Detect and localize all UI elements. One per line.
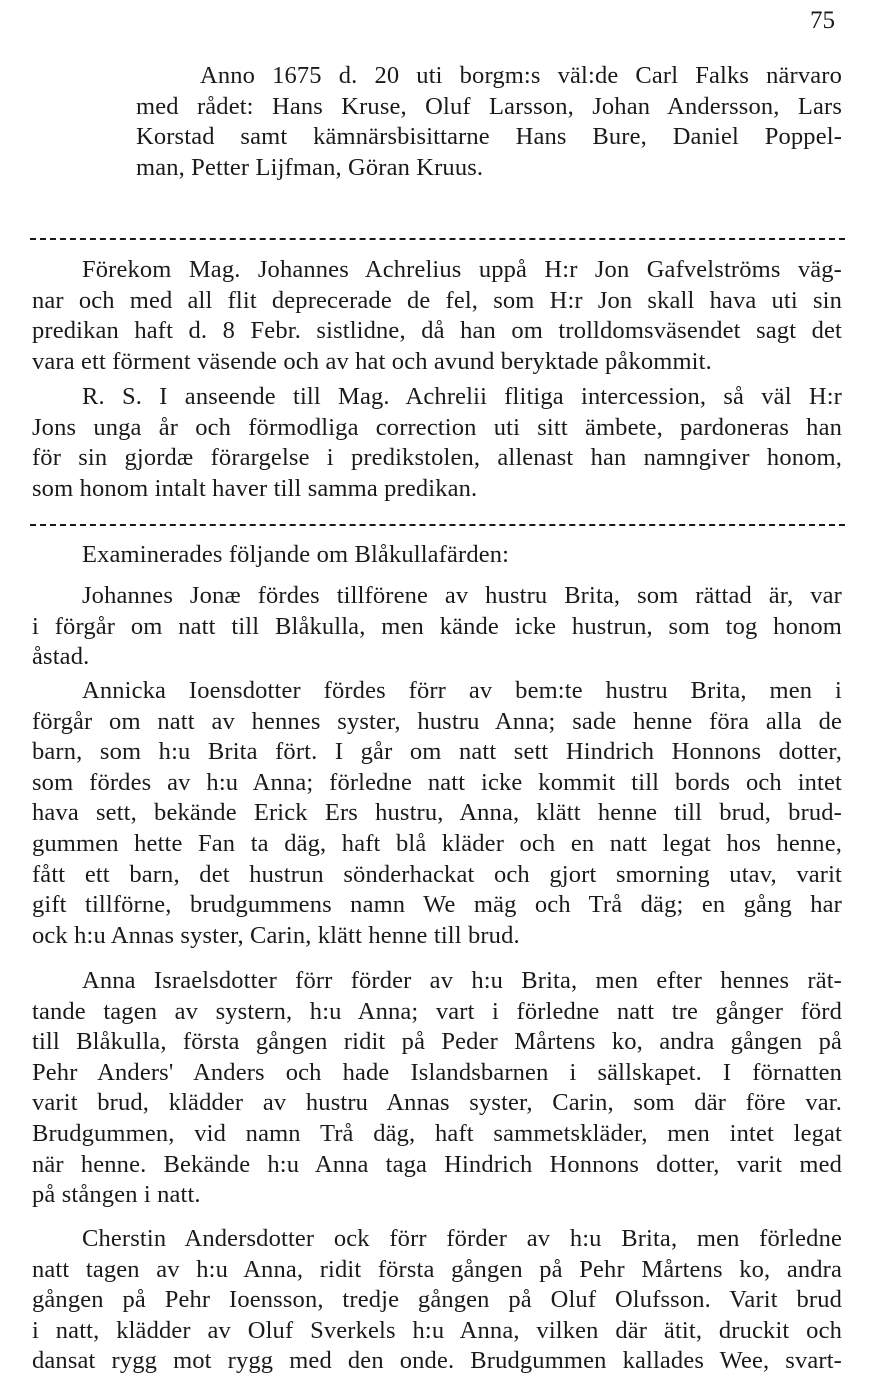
- cherstin-andersdotter-paragraph: [32, 1224, 842, 1377]
- text-line: varit brud, klädder av hustru Annas syster, Carin, som där före var.: [32, 1089, 842, 1117]
- achrelius-paragraph: [32, 255, 842, 377]
- text-line: för sin gjordæ förargelse i predikstolen, allenast han namngiver honom,: [32, 444, 842, 472]
- text-line: Korstad samt kämnärsbisittarne Hans Bure, Daniel Poppel-: [136, 123, 842, 151]
- anna-israelsdotter-paragraph: [32, 966, 842, 1211]
- text-line: gången på Pehr Ioensson, tredje gången på Oluf Olufsson. Varit brud: [32, 1286, 842, 1314]
- text-line: som fördes av h:u Anna; förledne natt icke kommit till bords och intet: [32, 768, 842, 796]
- text-line: man, Petter Lijfman, Göran Kruus.: [136, 153, 484, 181]
- examination-heading-paragraph: [32, 540, 842, 571]
- dashed-separator: [30, 524, 845, 526]
- resolution-paragraph: [32, 382, 842, 504]
- text-line: gift tillförne, brudgummens namn We mäg och Trå däg; en gång har: [32, 891, 842, 919]
- text-line: nar och med all flit deprecerade de fel, som H:r Jon skall hava uti sin: [32, 286, 842, 314]
- text-line: Cherstin Andersdotter ock förr förder av h:u Brita, men förledne: [82, 1225, 842, 1252]
- text-line: i natt, klädder av Oluf Sverkels h:u Anna, vilken där ätit, druckit och: [32, 1316, 842, 1344]
- annicka-ioensdotter-paragraph: [32, 676, 842, 951]
- text-line: i förgår om natt till Blåkulla, men kände icke hustrun, som tog honom: [32, 612, 842, 640]
- text-line: R. S. I anseende till Mag. Achrelii flitiga intercession, så väl H:r: [82, 383, 842, 410]
- text-line: vara ett förment väsende och av hat och avund beryktade påkommit.: [32, 347, 712, 375]
- text-line: tande tagen av systern, h:u Anna; vart i förledne natt tre gånger förd: [32, 997, 842, 1025]
- page-number: 75: [810, 7, 835, 34]
- text-line: barn, som h:u Brita fört. I går om natt sett Hindrich Honnons dotter,: [32, 738, 842, 766]
- text-line: predikan haft d. 8 Febr. sistlidne, då han om trolldomsväsendet sagt det: [32, 317, 842, 345]
- text-line: Jons unga år och förmodliga correction uti sitt ämbete, pardoneras han: [32, 413, 842, 441]
- session-header-paragraph: [32, 61, 842, 183]
- text-line: på stången i natt.: [32, 1181, 201, 1209]
- text-line: Pehr Anders' Anders och hade Islandsbarnen i sällskapet. I förnatten: [32, 1058, 842, 1086]
- dashed-separator: [30, 238, 845, 240]
- text-line: Anno 1675 d. 20 uti borgm:s väl:de Carl Falks närvaro: [200, 62, 842, 89]
- text-line: med rådet: Hans Kruse, Oluf Larsson, Johan Andersson, Lars: [136, 92, 842, 120]
- text-line: Förekom Mag. Johannes Achrelius uppå H:r Jon Gafvelströms väg-: [82, 256, 842, 283]
- text-line: Annicka Ioensdotter fördes förr av bem:te hustru Brita, men i: [82, 677, 842, 704]
- text-line: fått ett barn, det hustrun sönderhackat och gjort smorning utav, varit: [32, 860, 842, 888]
- text-line: natt tagen av h:u Anna, ridit första gången på Pehr Mårtens ko, andra: [32, 1255, 842, 1283]
- text-line: Examinerades följande om Blåkullafärden:: [82, 541, 510, 568]
- text-line: Anna Israelsdotter förr förder av h:u Brita, men efter hennes rät-: [82, 967, 842, 994]
- text-line: ock h:u Annas syster, Carin, klätt henne till brud.: [32, 921, 520, 949]
- text-line: dansat rygg mot rygg med den onde. Brudgummen kallades Wee, svart-: [32, 1347, 842, 1375]
- text-line: gummen hette Fan ta däg, haft blå kläder och en natt legat hos henne,: [32, 829, 842, 857]
- text-line: när henne. Bekände h:u Anna taga Hindrich Honnons dotter, varit med: [32, 1150, 842, 1178]
- johannes-jonae-paragraph: [32, 581, 842, 673]
- text-line: som honom intalt haver till samma predikan.: [32, 474, 478, 502]
- text-line: hava sett, bekände Erick Ers hustru, Anna, klätt henne till brud, brud-: [32, 799, 842, 827]
- text-line: Brudgummen, vid namn Trå däg, haft sammetskläder, men intet legat: [32, 1119, 842, 1147]
- text-line: förgår om natt av hennes syster, hustru Anna; sade henne föra alla de: [32, 707, 842, 735]
- text-line: åstad.: [32, 643, 90, 671]
- text-line: till Blåkulla, första gången ridit på Peder Mårtens ko, andra gången på: [32, 1028, 842, 1056]
- text-line: Johannes Jonæ fördes tillförene av hustru Brita, som rättad är, var: [82, 582, 842, 609]
